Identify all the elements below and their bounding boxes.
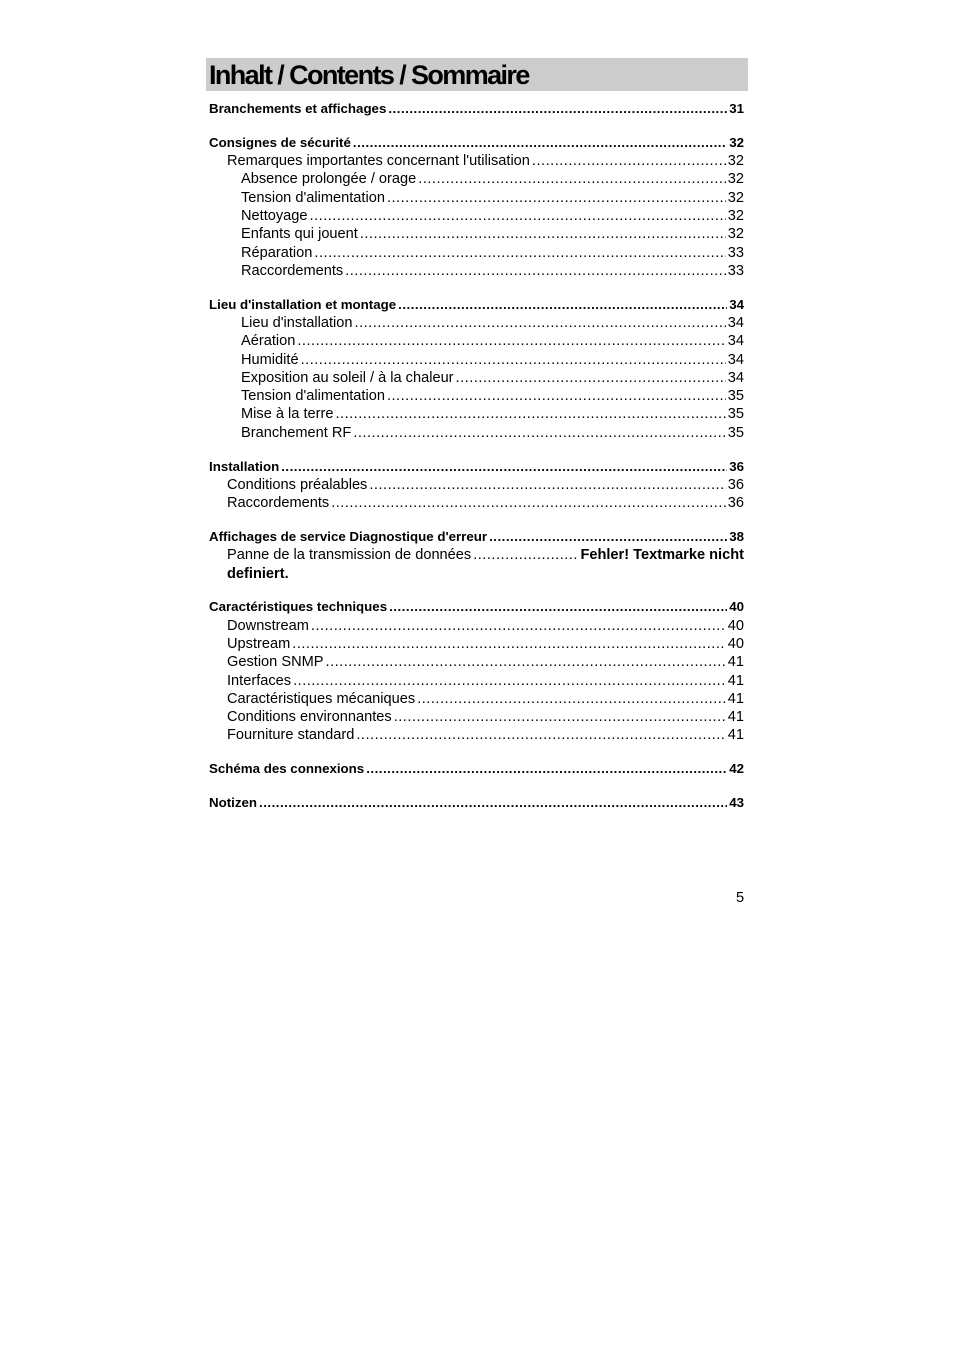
toc-entry-label: Fourniture standard bbox=[227, 727, 355, 744]
toc-entry-label: Lieu d'installation et montage bbox=[209, 296, 397, 312]
toc-section[interactable] bbox=[206, 134, 748, 152]
toc-section[interactable] bbox=[206, 100, 748, 118]
toc-entry-label: Raccordements bbox=[227, 495, 330, 512]
toc-subentry[interactable] bbox=[206, 672, 748, 690]
toc-entry-label: Absence prolongée / orage bbox=[241, 171, 417, 188]
toc-entry-page: 32 bbox=[727, 153, 744, 170]
toc-entry-label: Panne de la transmission de données bbox=[227, 547, 472, 564]
toc-entry-page: 35 bbox=[727, 406, 744, 423]
toc-entry-page: 31 bbox=[729, 101, 744, 116]
toc-entry-page: 34 bbox=[727, 351, 744, 368]
toc-entry-page: 34 bbox=[727, 314, 744, 331]
toc-entry-label: Tension d'alimentation bbox=[241, 388, 385, 405]
toc-entry-label: Consignes de sécurité bbox=[209, 134, 351, 150]
dot-leader bbox=[292, 635, 726, 653]
dot-leader bbox=[356, 726, 725, 744]
toc-subentry[interactable] bbox=[206, 207, 748, 225]
section-gap bbox=[206, 745, 748, 761]
toc-entry-label: Tension d'alimentation bbox=[241, 189, 385, 206]
toc-entry-page: 40 bbox=[727, 635, 744, 652]
toc-section[interactable] bbox=[206, 458, 748, 476]
dot-leader bbox=[281, 458, 727, 476]
dot-leader bbox=[360, 225, 726, 243]
toc-entry-page: 34 bbox=[729, 296, 744, 312]
toc-entry-page: 35 bbox=[727, 424, 744, 441]
toc-entry-label: Nettoyage bbox=[241, 207, 308, 224]
toc-subentry[interactable] bbox=[206, 726, 748, 744]
dot-leader bbox=[331, 494, 726, 512]
dot-leader bbox=[335, 405, 725, 423]
toc-entry-label: Humidité bbox=[241, 351, 299, 368]
toc-entry-label: Schéma des connexions bbox=[209, 761, 365, 777]
dot-leader bbox=[417, 690, 726, 708]
toc-subentry[interactable] bbox=[206, 189, 748, 207]
toc-entry-page: 32 bbox=[727, 189, 744, 206]
toc-entry-page: 38 bbox=[729, 528, 744, 544]
dot-leader bbox=[353, 424, 725, 442]
toc-subentry[interactable] bbox=[206, 262, 748, 280]
toc-subentry[interactable] bbox=[206, 152, 748, 170]
toc-entry-page: 43 bbox=[729, 795, 744, 810]
toc-section[interactable] bbox=[206, 760, 748, 778]
dot-leader bbox=[398, 296, 727, 314]
dot-leader bbox=[456, 369, 726, 387]
dot-leader bbox=[311, 617, 726, 635]
toc-entry-page: 33 bbox=[727, 262, 744, 279]
section-gap bbox=[206, 442, 748, 458]
toc-entry-page: 41 bbox=[727, 690, 744, 707]
toc-entry-label: Downstream bbox=[227, 617, 309, 634]
toc-entry-label: Enfants qui jouent bbox=[241, 226, 358, 243]
toc-section[interactable] bbox=[206, 598, 748, 616]
section-gap bbox=[206, 779, 748, 795]
toc-entry-label: Branchement RF bbox=[241, 424, 352, 441]
toc-entry-page: 40 bbox=[727, 617, 744, 634]
dot-leader bbox=[345, 262, 726, 280]
toc-entry-page: 41 bbox=[727, 727, 744, 744]
toc-entry-label: Caractéristiques techniques bbox=[209, 599, 388, 615]
toc-entry-page: 34 bbox=[727, 333, 744, 350]
dot-leader bbox=[387, 189, 726, 207]
page-title: Inhalt / Contents / Sommaire bbox=[209, 60, 529, 90]
toc-entry-label: Mise à la terre bbox=[241, 406, 334, 423]
toc-entry-page: 36 bbox=[727, 495, 744, 512]
dot-leader bbox=[418, 170, 726, 188]
toc-entry-page: 36 bbox=[727, 476, 744, 493]
section-gap bbox=[206, 512, 748, 528]
toc-subentry[interactable] bbox=[206, 387, 748, 405]
dot-leader bbox=[473, 546, 578, 564]
toc-entry-label: Branchements et affichages bbox=[209, 101, 387, 116]
dot-leader bbox=[297, 332, 725, 350]
toc-entry-label: Conditions environnantes bbox=[227, 709, 392, 726]
toc-entry-page: 36 bbox=[729, 458, 744, 474]
dot-leader bbox=[532, 152, 726, 170]
toc-entry-label: Installation bbox=[209, 458, 280, 474]
toc-subentry[interactable] bbox=[206, 170, 748, 188]
toc-entry-label: Caractéristiques mécaniques bbox=[227, 690, 416, 707]
toc-entry-page: 40 bbox=[729, 599, 744, 615]
toc-subentry[interactable] bbox=[206, 314, 748, 332]
section-gap bbox=[206, 118, 748, 134]
toc-entry-page: 32 bbox=[727, 226, 744, 243]
dot-leader bbox=[369, 476, 725, 494]
dot-leader bbox=[394, 708, 726, 726]
toc-subentry[interactable] bbox=[206, 494, 748, 512]
toc-subentry-error[interactable] bbox=[206, 546, 748, 583]
dot-leader bbox=[314, 244, 725, 262]
dot-leader bbox=[301, 351, 726, 369]
dot-leader bbox=[293, 672, 726, 690]
toc-subentry[interactable] bbox=[206, 424, 748, 442]
dot-leader bbox=[355, 314, 726, 332]
toc-entry-page: 41 bbox=[727, 672, 744, 689]
toc-entry-label: Gestion SNMP bbox=[227, 654, 324, 671]
toc-entry-page: 42 bbox=[729, 761, 744, 777]
toc-subentry[interactable] bbox=[206, 708, 748, 726]
toc-subentry[interactable] bbox=[206, 476, 748, 494]
toc-entry-label: Remarques importantes concernant l'utilisation bbox=[227, 153, 530, 170]
toc-entry-page: 41 bbox=[727, 654, 744, 671]
toc-subentry[interactable] bbox=[206, 351, 748, 369]
toc-subentry[interactable] bbox=[206, 617, 748, 635]
toc-entry-page: 41 bbox=[727, 709, 744, 726]
toc-page bbox=[206, 58, 748, 812]
section-gap bbox=[206, 280, 748, 296]
toc-subentry[interactable] bbox=[206, 690, 748, 708]
dot-leader bbox=[366, 760, 727, 778]
toc-entry-page: 32 bbox=[727, 207, 744, 224]
toc-entry-label: Aération bbox=[241, 333, 296, 350]
toc-entry-label: Notizen bbox=[209, 795, 258, 810]
toc-subentry[interactable] bbox=[206, 635, 748, 653]
toc-entry-label: Affichages de service Diagnostique d'erreur bbox=[209, 528, 488, 544]
page-number: 5 bbox=[736, 890, 745, 906]
toc-subentry[interactable] bbox=[206, 653, 748, 671]
toc-entry-page: 34 bbox=[727, 369, 744, 386]
toc-entry-label: Lieu d'installation bbox=[241, 314, 353, 331]
toc-entry-label: Réparation bbox=[241, 244, 313, 261]
toc-entry-page: 33 bbox=[727, 244, 744, 261]
toc-section[interactable] bbox=[206, 296, 748, 314]
dot-leader bbox=[310, 207, 726, 225]
toc-entry-label: Raccordements bbox=[241, 262, 344, 279]
bookmark-error-text-cont: definiert. bbox=[227, 565, 289, 582]
toc-subentry[interactable] bbox=[206, 332, 748, 350]
bookmark-error-text: Fehler! Textmarke nicht bbox=[580, 547, 744, 564]
section-gap bbox=[206, 583, 748, 599]
toc-entry-page: 35 bbox=[727, 388, 744, 405]
toc-subentry[interactable] bbox=[206, 405, 748, 423]
dot-leader bbox=[326, 653, 726, 671]
dot-leader bbox=[353, 134, 727, 152]
toc-entry-page: 32 bbox=[729, 134, 744, 150]
toc-entry-label: Upstream bbox=[227, 635, 291, 652]
toc-section[interactable] bbox=[206, 794, 748, 812]
toc-subentry[interactable] bbox=[206, 369, 748, 387]
toc-subentry[interactable] bbox=[206, 225, 748, 243]
dot-leader bbox=[387, 387, 726, 405]
toc-section[interactable] bbox=[206, 528, 748, 546]
table-of-contents bbox=[206, 100, 748, 812]
dot-leader bbox=[388, 100, 727, 118]
toc-entry-label: Interfaces bbox=[227, 672, 292, 689]
toc-entry-label: Conditions préalables bbox=[227, 476, 368, 493]
toc-subentry[interactable] bbox=[206, 244, 748, 262]
toc-entry-page: 32 bbox=[727, 171, 744, 188]
dot-leader bbox=[489, 528, 727, 546]
toc-entry-label: Exposition au soleil / à la chaleur bbox=[241, 369, 454, 386]
title-bar bbox=[206, 58, 748, 91]
dot-leader bbox=[259, 794, 727, 812]
dot-leader bbox=[389, 598, 727, 616]
